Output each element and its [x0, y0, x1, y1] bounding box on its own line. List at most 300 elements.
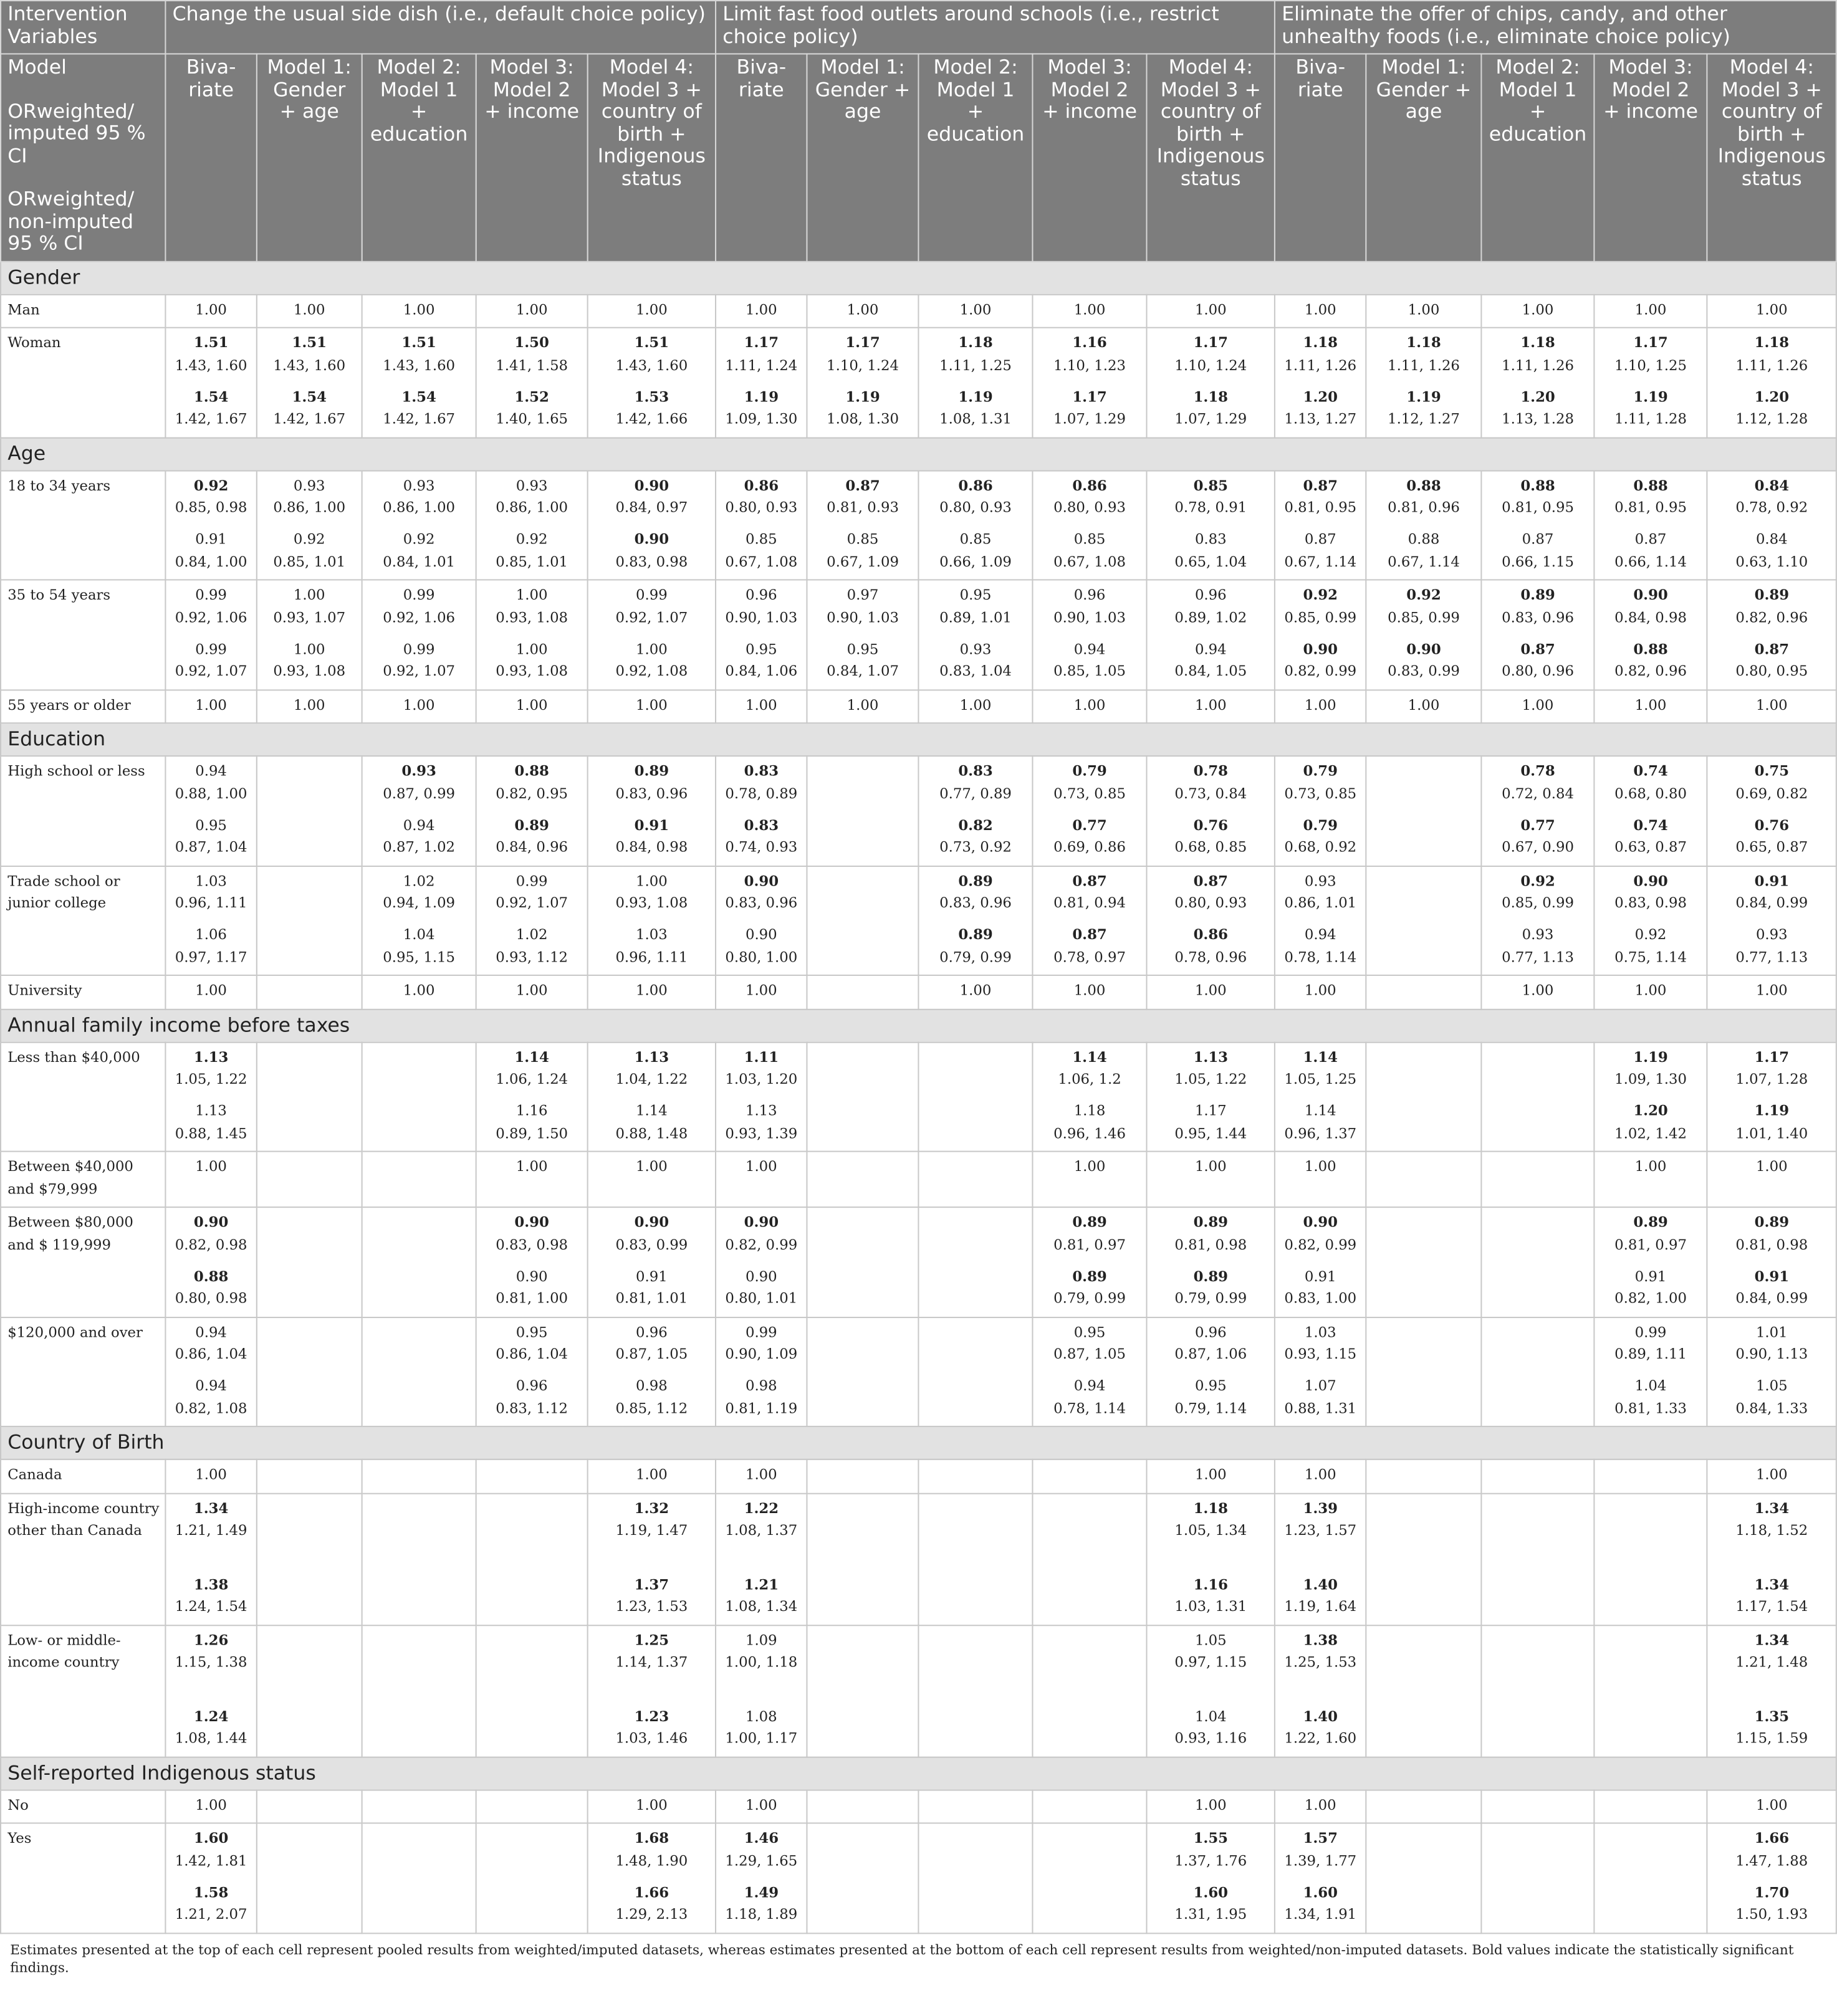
value-cell [1707, 1493, 1837, 1625]
value-cell [165, 580, 256, 689]
value-cell [1366, 1625, 1481, 1757]
value-cell [807, 1317, 919, 1426]
row-label: Yes [1, 1823, 165, 1932]
estimate-nonimputed: 0.93 [1755, 926, 1788, 944]
table-row [1, 328, 1836, 437]
ci-nonimputed: 0.93, 1.12 [496, 948, 568, 965]
estimate-imputed: 1.38 [1303, 1630, 1338, 1648]
ci-nonimputed: 1.34, 1.91 [1284, 1906, 1357, 1923]
value-cell [1147, 1207, 1275, 1317]
estimate-nonimputed: 0.90 [634, 530, 669, 548]
estimate-imputed: 0.99 [1634, 1324, 1667, 1340]
stub-model-label: Model [7, 55, 67, 79]
ci-nonimputed: 1.50, 1.93 [1735, 1906, 1808, 1923]
ci-imputed: 0.81, 0.98 [1174, 1236, 1247, 1253]
value-cell [1482, 580, 1595, 689]
estimate-nonimputed: 1.19 [845, 387, 880, 405]
value-cell [1366, 1823, 1481, 1932]
estimate-nonimputed: 0.85 [745, 531, 777, 548]
value-cell [1366, 689, 1481, 723]
estimate-imputed: 1.00 [636, 872, 668, 889]
section-header-row [1, 723, 1836, 756]
estimate-imputed: 1.03 [1304, 1324, 1336, 1340]
table-row [1, 294, 1836, 328]
ci-imputed: 1.21, 1.49 [175, 1522, 247, 1539]
value-cell [1366, 1152, 1481, 1207]
estimate-imputed: 1.46 [744, 1828, 779, 1847]
value-cell [1595, 975, 1707, 1009]
ci-imputed: 1.11, 1.26 [1284, 356, 1357, 373]
reference-value: 1.00 [636, 1466, 668, 1483]
ci-imputed: 0.73, 0.85 [1053, 785, 1126, 802]
estimate-nonimputed: 0.87 [1072, 925, 1107, 944]
ci-nonimputed: 1.13, 1.27 [1284, 410, 1357, 428]
estimate-imputed: 1.19 [1633, 1047, 1668, 1066]
value-cell [1482, 1790, 1595, 1823]
estimate-imputed: 0.88 [514, 762, 549, 780]
value-cell [1482, 328, 1595, 437]
estimate-imputed: 1.18 [1193, 1498, 1229, 1517]
ci-nonimputed: 0.67, 1.14 [1388, 553, 1460, 570]
reference-value: 1.00 [745, 1796, 777, 1813]
value-cell [919, 1207, 1033, 1317]
table-row [1, 1207, 1836, 1317]
ci-imputed: 1.11, 1.24 [725, 356, 798, 373]
value-cell [1275, 756, 1366, 866]
value-cell [1147, 1493, 1275, 1625]
estimate-nonimputed: 0.95 [1194, 1377, 1227, 1395]
estimate-nonimputed: 0.79 [1303, 815, 1338, 834]
estimate-nonimputed: 1.40 [1303, 1706, 1338, 1724]
estimate-nonimputed: 1.19 [1754, 1101, 1790, 1119]
ci-imputed: 0.81, 0.95 [1284, 499, 1357, 516]
reference-value: 1.00 [195, 1466, 227, 1483]
ci-imputed: 1.10, 1.24 [1174, 356, 1247, 373]
estimate-imputed: 1.34 [193, 1498, 229, 1517]
ci-imputed: 0.82, 0.96 [1735, 609, 1808, 626]
ci-imputed: 0.83, 0.96 [1502, 609, 1574, 626]
estimate-nonimputed: 0.85 [1073, 531, 1106, 548]
estimate-imputed: 1.00 [293, 586, 325, 604]
ci-nonimputed: 1.07, 1.29 [1174, 410, 1247, 428]
table-row [1, 1152, 1836, 1207]
estimate-imputed: 0.90 [1303, 1213, 1338, 1231]
reference-value: 1.00 [1755, 1466, 1788, 1483]
estimate-imputed: 1.18 [1406, 333, 1441, 351]
estimate-imputed: 0.95 [516, 1324, 548, 1340]
ci-nonimputed: 1.17, 1.54 [1735, 1598, 1808, 1615]
row-label: Between $80,000 and $ 119,999 [1, 1207, 165, 1317]
ci-imputed: 0.90, 1.03 [725, 609, 798, 626]
value-cell [257, 1207, 362, 1317]
ci-nonimputed: 1.19, 1.64 [1284, 1598, 1357, 1615]
model-header-model-4: Model 4: Model 3 + country of birth + Indigenous status [1147, 54, 1275, 261]
reference-value: 1.00 [1194, 1466, 1227, 1483]
row-label: Canada [1, 1459, 165, 1493]
estimate-imputed: 1.14 [1072, 1047, 1107, 1066]
model-header-bivariate: Biva- riate [1275, 54, 1366, 261]
section-header-row [1, 1426, 1836, 1459]
estimate-nonimputed: 1.20 [1633, 1101, 1668, 1119]
value-cell [1147, 471, 1275, 580]
ci-imputed: 0.83, 0.98 [496, 1236, 568, 1253]
ci-nonimputed: 0.80, 0.95 [1735, 662, 1808, 680]
estimate-nonimputed: 0.91 [1304, 1268, 1336, 1285]
value-cell [1482, 1207, 1595, 1317]
estimate-imputed: 0.99 [636, 586, 668, 604]
ci-imputed: 1.19, 1.47 [615, 1522, 688, 1539]
reference-value: 1.00 [1073, 301, 1106, 318]
estimate-nonimputed: 0.94 [1073, 641, 1106, 657]
estimate-imputed: 1.17 [845, 333, 880, 351]
value-cell [1595, 328, 1707, 437]
reference-value: 1.00 [293, 696, 325, 713]
estimate-imputed: 0.93 [401, 762, 436, 780]
value-cell [807, 471, 919, 580]
table-row [1, 580, 1836, 689]
ci-imputed: 1.10, 1.25 [1614, 356, 1687, 373]
ci-imputed: 0.78, 0.92 [1735, 499, 1808, 516]
estimate-imputed: 1.13 [193, 1047, 229, 1066]
estimate-imputed: 0.97 [847, 586, 879, 604]
estimate-nonimputed: 0.92 [293, 531, 325, 548]
value-cell [588, 1042, 716, 1152]
value-cell [476, 1459, 588, 1493]
section-title: Annual family income before taxes [1, 1009, 1836, 1042]
ci-nonimputed: 0.85, 1.05 [1053, 662, 1126, 680]
estimate-imputed: 1.02 [403, 872, 435, 889]
value-cell [716, 756, 807, 866]
ci-imputed: 0.73, 0.84 [1174, 785, 1247, 802]
value-cell [1147, 1625, 1275, 1757]
ci-nonimputed: 0.80, 0.98 [175, 1290, 247, 1307]
estimate-imputed: 0.89 [958, 871, 993, 889]
estimate-imputed: 0.94 [195, 1324, 227, 1340]
estimate-imputed: 0.89 [1633, 1213, 1668, 1231]
value-cell [1595, 1207, 1707, 1317]
estimate-nonimputed: 1.54 [193, 387, 229, 405]
reference-value: 1.00 [195, 1158, 227, 1175]
table-row [1, 1790, 1836, 1823]
value-cell [1707, 975, 1837, 1009]
value-cell [165, 1207, 256, 1317]
ci-imputed: 0.81, 0.95 [1614, 499, 1687, 516]
group-header-eliminate-choice: Eliminate the offer of chips, candy, and other unhealthy foods (i.e., eliminate choice policy) [1275, 1, 1836, 54]
ci-imputed: 1.15, 1.38 [175, 1653, 247, 1671]
value-cell [257, 1152, 362, 1207]
estimate-nonimputed: 1.49 [744, 1883, 779, 1901]
estimate-imputed: 0.93 [516, 477, 548, 494]
ci-nonimputed: 0.95, 1.15 [383, 948, 456, 965]
ci-imputed: 0.86, 1.00 [496, 499, 568, 516]
estimate-nonimputed: 1.18 [1073, 1102, 1106, 1119]
estimate-imputed: 0.86 [744, 475, 779, 494]
ci-nonimputed: 0.84, 1.00 [175, 553, 247, 570]
ci-nonimputed: 0.85, 1.01 [496, 553, 568, 570]
ci-imputed: 0.87, 0.99 [383, 785, 456, 802]
ci-nonimputed: 0.66, 1.14 [1614, 553, 1687, 570]
value-cell [807, 1042, 919, 1152]
table-row [1, 975, 1836, 1009]
ci-imputed: 1.09, 1.30 [1614, 1071, 1687, 1087]
ci-imputed: 1.43, 1.60 [273, 356, 346, 373]
estimate-nonimputed: 0.90 [516, 1268, 548, 1285]
section-title: Age [1, 437, 1836, 471]
estimate-nonimputed: 0.82 [958, 815, 993, 834]
estimate-imputed: 0.96 [1073, 586, 1106, 604]
estimate-imputed: 1.14 [1303, 1047, 1338, 1066]
reference-value: 1.00 [1634, 696, 1667, 713]
value-cell [1595, 689, 1707, 723]
estimate-nonimputed: 0.88 [1408, 531, 1440, 548]
estimate-imputed: 0.91 [1754, 871, 1790, 889]
value-cell [476, 1625, 588, 1757]
value-cell [1595, 1493, 1707, 1625]
value-cell [716, 1823, 807, 1932]
model-header-model-2: Model 2: Model 1 + education [1482, 54, 1595, 261]
estimate-nonimputed: 1.37 [634, 1574, 669, 1593]
value-cell [1033, 1459, 1147, 1493]
ci-nonimputed: 0.82, 0.99 [1284, 662, 1357, 680]
estimate-nonimputed: 0.87 [1304, 531, 1336, 548]
value-cell [1707, 1042, 1837, 1152]
ci-imputed: 0.78, 0.91 [1174, 499, 1247, 516]
value-cell [588, 1493, 716, 1625]
ci-imputed: 0.81, 0.98 [1735, 1236, 1808, 1253]
estimate-imputed: 0.89 [634, 762, 669, 780]
reference-value: 1.00 [745, 982, 777, 999]
value-cell [588, 689, 716, 723]
estimate-nonimputed: 1.14 [1304, 1102, 1336, 1119]
value-cell [257, 1317, 362, 1426]
estimate-nonimputed: 0.85 [847, 531, 879, 548]
value-cell [1482, 1152, 1595, 1207]
table-row [1, 1823, 1836, 1932]
estimate-imputed: 1.68 [634, 1828, 669, 1847]
ci-nonimputed: 0.84, 0.98 [615, 839, 688, 856]
ci-imputed: 0.85, 0.99 [1502, 894, 1574, 912]
estimate-imputed: 1.14 [514, 1047, 549, 1066]
value-cell [1707, 1625, 1837, 1757]
value-cell [1482, 1042, 1595, 1152]
value-cell [1033, 471, 1147, 580]
value-cell [919, 1493, 1033, 1625]
estimate-imputed: 0.89 [1072, 1213, 1107, 1231]
ci-imputed: 0.69, 0.82 [1735, 785, 1808, 802]
section-title: Self-reported Indigenous status [1, 1757, 1836, 1790]
value-cell [1147, 580, 1275, 689]
ci-nonimputed: 0.82, 1.00 [1614, 1290, 1687, 1307]
value-cell [1482, 975, 1595, 1009]
ci-imputed: 0.82, 0.95 [496, 785, 568, 802]
estimate-imputed: 1.60 [193, 1828, 229, 1847]
ci-imputed: 1.04, 1.22 [615, 1071, 688, 1087]
ci-nonimputed: 0.96, 1.11 [615, 948, 688, 965]
row-label: 55 years or older [1, 689, 165, 723]
estimate-imputed: 0.85 [1193, 475, 1229, 494]
value-cell [1366, 580, 1481, 689]
ci-nonimputed: 0.83, 1.00 [1284, 1290, 1357, 1307]
ci-nonimputed: 0.87, 1.02 [383, 839, 456, 856]
value-cell [165, 1317, 256, 1426]
stub-nonimputed-label: ORweighted/ non-imputed 95 % CI [7, 187, 135, 255]
estimate-imputed: 1.09 [745, 1631, 777, 1648]
value-cell [362, 294, 476, 328]
estimate-nonimputed: 0.94 [403, 816, 435, 834]
ci-imputed: 0.96, 1.11 [175, 894, 247, 912]
ci-imputed: 0.93, 1.07 [273, 609, 346, 626]
value-cell [919, 1459, 1033, 1493]
reference-value: 1.00 [847, 696, 879, 713]
value-cell [716, 689, 807, 723]
ci-imputed: 1.00, 1.18 [725, 1653, 798, 1671]
value-cell [257, 1823, 362, 1932]
value-cell [1366, 1042, 1481, 1152]
value-cell [588, 1790, 716, 1823]
ci-nonimputed: 0.97, 1.17 [175, 948, 247, 965]
ci-nonimputed: 0.79, 0.99 [1053, 1290, 1126, 1307]
value-cell [1147, 1317, 1275, 1426]
estimate-nonimputed: 0.84 [1755, 531, 1788, 548]
section-title: Education [1, 723, 1836, 756]
estimate-nonimputed: 0.87 [1754, 639, 1790, 657]
value-cell [1366, 866, 1481, 975]
ci-imputed: 1.10, 1.23 [1053, 356, 1126, 373]
ci-imputed: 1.39, 1.77 [1284, 1852, 1357, 1869]
value-cell [1707, 1790, 1837, 1823]
estimate-nonimputed: 1.07 [1304, 1377, 1336, 1395]
value-cell [257, 689, 362, 723]
value-cell [807, 866, 919, 975]
table-row [1, 756, 1836, 866]
value-cell [165, 1152, 256, 1207]
value-cell [716, 1042, 807, 1152]
estimate-nonimputed: 0.89 [1193, 1266, 1229, 1285]
estimate-imputed: 0.87 [845, 475, 880, 494]
value-cell [257, 1042, 362, 1152]
value-cell [919, 1790, 1033, 1823]
estimate-imputed: 0.92 [193, 475, 229, 494]
stub-imputed-label: ORweighted/ imputed 95 % CI [7, 99, 146, 167]
estimate-nonimputed: 0.89 [514, 815, 549, 834]
value-cell [588, 328, 716, 437]
ci-imputed: 0.84, 0.97 [615, 499, 688, 516]
table-row [1, 1493, 1836, 1625]
estimate-imputed: 1.18 [1303, 333, 1338, 351]
ci-nonimputed: 0.84, 0.96 [496, 839, 568, 856]
ci-nonimputed: 0.84, 1.07 [827, 662, 899, 680]
estimate-imputed: 0.92 [1520, 871, 1555, 889]
estimate-imputed: 0.78 [1193, 762, 1229, 780]
ci-imputed: 0.90, 1.03 [827, 609, 899, 626]
estimate-nonimputed: 1.14 [636, 1102, 668, 1119]
model-header-model-2: Model 2: Model 1 + education [919, 54, 1033, 261]
value-cell [476, 328, 588, 437]
estimate-nonimputed: 1.24 [193, 1706, 229, 1724]
value-cell [716, 294, 807, 328]
ci-nonimputed: 0.84, 0.99 [1735, 1290, 1808, 1307]
estimate-nonimputed: 0.95 [847, 641, 879, 657]
value-cell [1275, 1317, 1366, 1426]
value-cell [362, 328, 476, 437]
estimate-imputed: 0.88 [1633, 475, 1668, 494]
ci-nonimputed: 0.88, 1.48 [615, 1124, 688, 1142]
estimate-imputed: 0.92 [1303, 585, 1338, 604]
ci-imputed: 0.82, 0.99 [725, 1236, 798, 1253]
reference-value: 1.00 [516, 696, 548, 713]
estimate-imputed: 0.89 [1520, 585, 1555, 604]
estimate-nonimputed: 1.20 [1520, 387, 1555, 405]
estimate-imputed: 0.96 [1194, 586, 1227, 604]
ci-nonimputed: 0.75, 1.14 [1614, 948, 1687, 965]
value-cell [476, 1823, 588, 1932]
ci-imputed: 0.93, 1.08 [615, 894, 688, 912]
value-cell [476, 1317, 588, 1426]
value-cell [588, 866, 716, 975]
estimate-nonimputed: 1.19 [1633, 387, 1668, 405]
value-cell [1482, 1625, 1595, 1757]
value-cell [919, 328, 1033, 437]
value-cell [1275, 1152, 1366, 1207]
value-cell [1482, 756, 1595, 866]
estimate-nonimputed: 1.19 [744, 387, 779, 405]
value-cell [1033, 1625, 1147, 1757]
reference-value: 1.00 [959, 696, 992, 713]
model-header-bivariate: Biva- riate [165, 54, 256, 261]
ci-nonimputed: 1.00, 1.17 [725, 1730, 798, 1747]
reference-value: 1.00 [293, 301, 325, 318]
estimate-nonimputed: 1.18 [1193, 387, 1229, 405]
value-cell [919, 1625, 1033, 1757]
ci-imputed: 0.80, 0.93 [1174, 894, 1247, 912]
value-cell [476, 580, 588, 689]
ci-imputed: 0.89, 1.11 [1614, 1345, 1687, 1363]
ci-nonimputed: 1.15, 1.59 [1735, 1730, 1808, 1747]
value-cell [1595, 1823, 1707, 1932]
table-footnote: Estimates presented at the top of each cell represent pooled results from weighted/imputed datasets, whereas estimates presented at the bottom of each cell represent results from weighted/non-imputed datasets. Bold values indicate the statistically significant findings. [10, 1942, 1794, 1975]
reference-value: 1.00 [1194, 982, 1227, 999]
value-cell [1366, 756, 1481, 866]
value-cell [257, 328, 362, 437]
estimate-nonimputed: 1.20 [1754, 387, 1790, 405]
estimate-nonimputed: 1.17 [1194, 1102, 1227, 1119]
ci-imputed: 0.86, 1.04 [175, 1345, 247, 1363]
estimate-imputed: 0.90 [634, 1213, 669, 1231]
value-cell [1147, 1152, 1275, 1207]
estimate-nonimputed: 0.91 [195, 531, 227, 548]
value-cell [919, 1042, 1033, 1152]
estimate-nonimputed: 0.94 [1194, 641, 1227, 657]
model-header-model-1: Model 1: Gender + age [1366, 54, 1481, 261]
value-cell [1707, 689, 1837, 723]
estimate-imputed: 0.96 [636, 1324, 668, 1340]
value-cell [362, 1493, 476, 1625]
reference-value: 1.00 [1634, 982, 1667, 999]
estimate-nonimputed: 0.77 [1072, 815, 1107, 834]
reference-value: 1.00 [1073, 982, 1106, 999]
ci-imputed: 0.92, 1.07 [496, 894, 568, 912]
value-cell [1595, 1317, 1707, 1426]
estimate-nonimputed: 0.90 [1303, 639, 1338, 657]
reference-value: 1.00 [959, 301, 992, 318]
value-cell [1147, 328, 1275, 437]
ci-imputed: 1.05, 1.25 [1284, 1071, 1357, 1087]
estimate-nonimputed: 0.92 [403, 531, 435, 548]
ci-nonimputed: 0.88, 1.31 [1284, 1400, 1357, 1416]
ci-nonimputed: 0.67, 1.09 [827, 553, 899, 570]
ci-nonimputed: 0.68, 0.92 [1284, 839, 1357, 856]
reference-value: 1.00 [1755, 1158, 1788, 1175]
